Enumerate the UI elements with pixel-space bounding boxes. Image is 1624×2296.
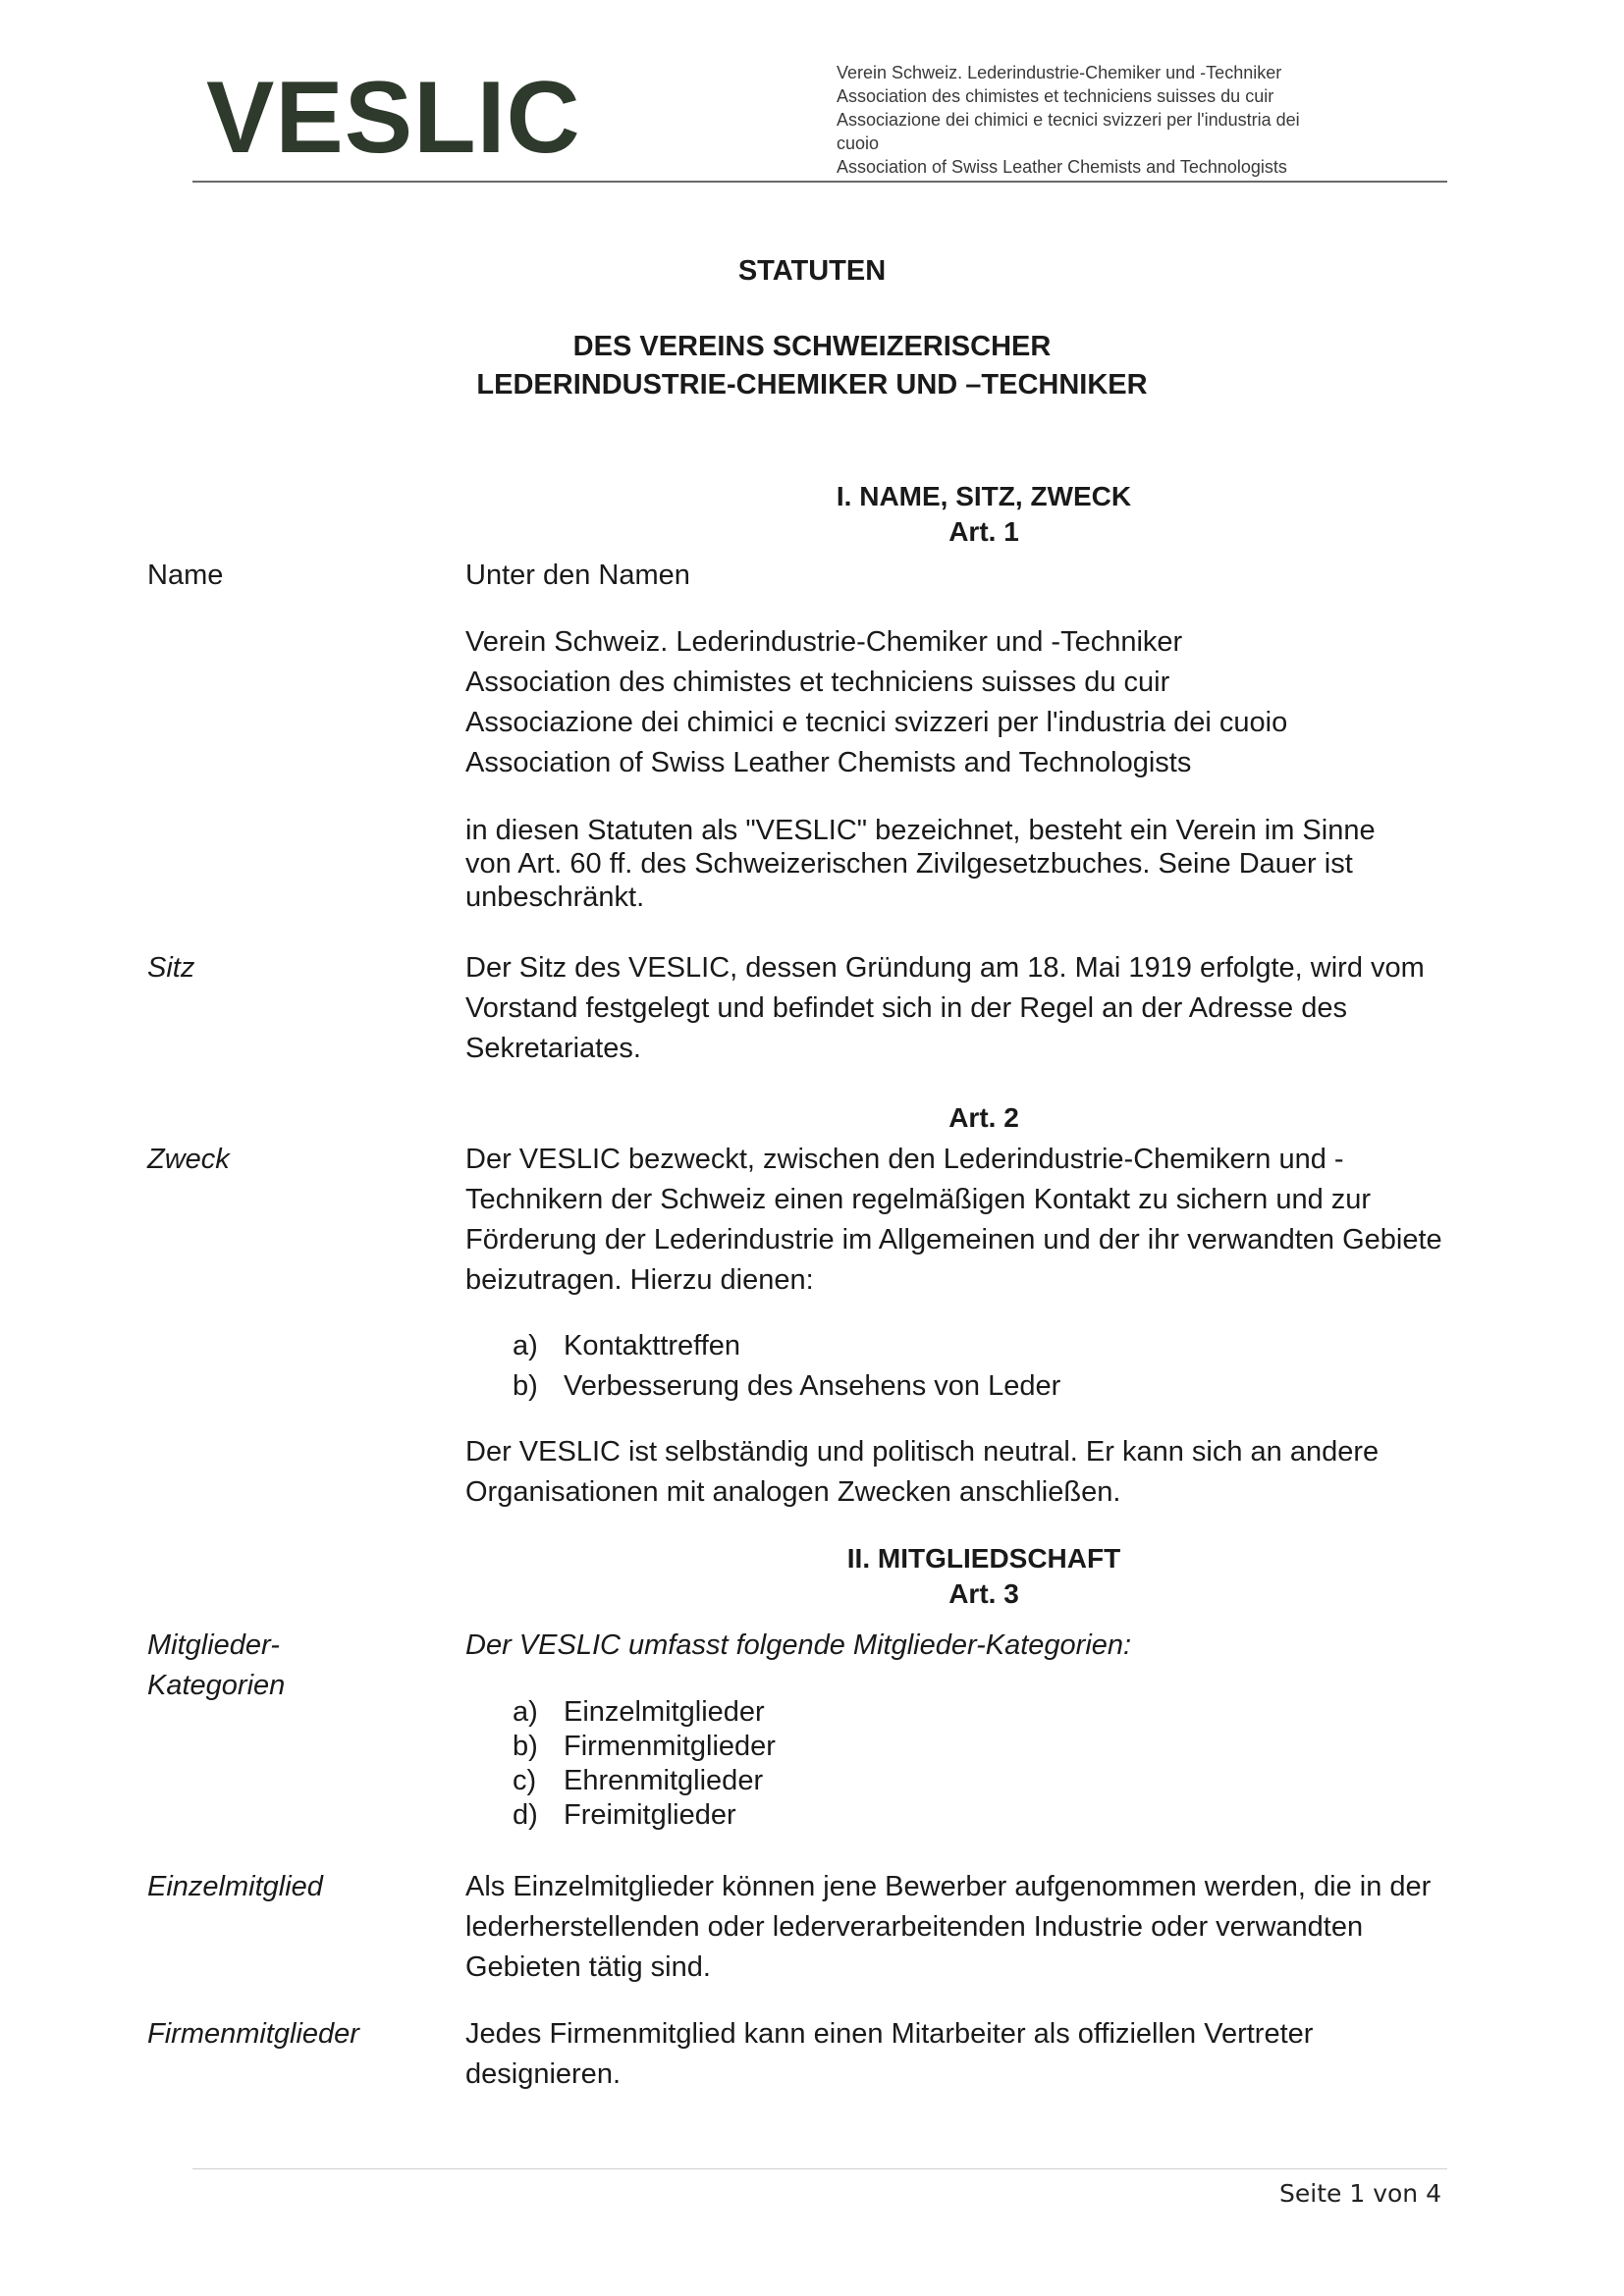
text-line: designieren. (465, 2058, 621, 2090)
name-intro: Unter den Namen (465, 560, 690, 591)
list-item-text: Ehrenmitglieder (564, 1765, 764, 1796)
label-line: Kategorien (147, 1670, 286, 1701)
list-item (513, 1764, 1396, 1798)
text-line: beizutragen. Hierzu dienen: (465, 1264, 814, 1296)
header-name-de: Verein Schweiz. Lederindustrie-Chemiker und -Techniker (837, 63, 1282, 82)
zweck-paragraph-2 (465, 1432, 1518, 1513)
list-item-text: Firmenmitglieder (564, 1731, 776, 1762)
footer-divider (192, 2168, 1447, 2169)
document-subtitle-line2: LEDERINDUSTRIE-CHEMIKER UND –TECHNIKER (476, 369, 1148, 400)
name-fr: Association des chimistes et techniciens suisses du cuir (465, 667, 1170, 698)
list-item (513, 1798, 1396, 1833)
association-names-header (837, 61, 1435, 179)
text-line: Jedes Firmenmitglied kann einen Mitarbeiter als offiziellen Vertreter (465, 2018, 1314, 2050)
text-line: Vorstand festgelegt und befindet sich in der Regel an der Adresse des (465, 992, 1347, 1024)
article-2-heading: Art. 2 (948, 1102, 1019, 1133)
section-heading-name-sitz-zweck: I. NAME, SITZ, ZWECK (836, 481, 1132, 511)
list-marker: b) (513, 1731, 538, 1762)
header-name-it: Associazione dei chimici e tecnici svizzeri per l'industria dei (837, 110, 1300, 130)
text-line: unbeschränkt. (465, 881, 645, 913)
list-marker: c) (513, 1765, 537, 1796)
list-marker: d) (513, 1799, 538, 1831)
header-divider (192, 181, 1447, 183)
list-marker: a) (513, 1330, 538, 1362)
text-line: lederherstellenden oder lederverarbeitenden Industrie oder verwandten (465, 1911, 1364, 1943)
association-names-list (465, 622, 1518, 783)
list-marker: b) (513, 1370, 538, 1402)
header-name-en: Association of Swiss Leather Chemists and Technologists (837, 157, 1287, 177)
margin-label-name: Name (147, 560, 224, 591)
section-heading-mitgliedschaft: II. MITGLIEDSCHAFT (846, 1543, 1121, 1574)
text-line: Der VESLIC bezweckt, zwischen den Lederindustrie-Chemikern und - (465, 1144, 1344, 1175)
list-marker: a) (513, 1696, 538, 1728)
header-name-fr: Association des chimistes et techniciens suisses du cuir (837, 86, 1274, 106)
name-it: Associazione dei chimici e tecnici svizzeri per l'industria dei cuoio (465, 707, 1288, 738)
kategorien-intro: Der VESLIC umfasst folgende Mitglieder-Kategorien: (465, 1629, 1132, 1661)
name-paragraph (465, 814, 1518, 914)
veslic-logo: VESLIC (206, 61, 581, 175)
kategorien-list (513, 1695, 1396, 1833)
text-line: Sekretariates. (465, 1033, 641, 1064)
margin-label-zweck: Zweck (147, 1144, 230, 1175)
label-line: Mitglieder- (147, 1629, 280, 1661)
list-item-text: Freimitglieder (564, 1799, 736, 1831)
list-item (513, 1695, 1396, 1730)
text-line: Förderung der Lederindustrie im Allgemeinen und der ihr verwandten Gebiete (465, 1224, 1442, 1255)
margin-label-firmenmitglieder: Firmenmitglieder (147, 2018, 359, 2050)
list-item (513, 1366, 1396, 1407)
zweck-paragraph (465, 1140, 1518, 1301)
page-number: Seite 1 von 4 (1279, 2179, 1441, 2208)
text-line: Technikern der Schweiz einen regelmäßigen Kontakt zu sichern und zur (465, 1184, 1372, 1215)
text-line: in diesen Statuten als "VESLIC" bezeichnet, besteht ein Verein im Sinne (465, 815, 1376, 846)
text-line: Organisationen mit analogen Zwecken anschließen. (465, 1476, 1121, 1508)
firmenmitglieder-paragraph (465, 2014, 1518, 2095)
article-3-heading: Art. 3 (948, 1578, 1019, 1609)
text-line: Gebieten tätig sind. (465, 1951, 711, 1983)
name-en: Association of Swiss Leather Chemists and Technologists (465, 747, 1192, 778)
list-item (513, 1730, 1396, 1764)
name-de: Verein Schweiz. Lederindustrie-Chemiker und -Techniker (465, 626, 1183, 658)
margin-label-sitz: Sitz (147, 952, 195, 984)
list-item-text: Kontakttreffen (564, 1330, 741, 1362)
sitz-paragraph (465, 948, 1518, 1069)
text-line: Der Sitz des VESLIC, dessen Gründung am 18. Mai 1919 erfolgte, wird vom (465, 952, 1425, 984)
zweck-list (513, 1326, 1396, 1407)
document-title: STATUTEN (737, 255, 887, 287)
list-item (513, 1326, 1396, 1366)
text-line: Der VESLIC ist selbständig und politisch neutral. Er kann sich an andere (465, 1436, 1380, 1468)
list-item-text: Verbesserung des Ansehens von Leder (564, 1370, 1061, 1402)
text-line: Als Einzelmitglieder können jene Bewerber aufgenommen werden, die in der (465, 1871, 1432, 1902)
list-item-text: Einzelmitglieder (564, 1696, 765, 1728)
document-subtitle-line1: DES VEREINS SCHWEIZERISCHER (572, 331, 1052, 362)
einzelmitglied-paragraph (465, 1867, 1518, 1988)
text-line: von Art. 60 ff. des Schweizerischen Zivilgesetzbuches. Seine Dauer ist (465, 848, 1353, 880)
header-name-it-cont: cuoio (837, 133, 880, 153)
margin-label-mitglieder-kategorien (147, 1626, 442, 1706)
margin-label-einzelmitglied: Einzelmitglied (147, 1871, 323, 1902)
article-1-heading: Art. 1 (948, 516, 1019, 547)
